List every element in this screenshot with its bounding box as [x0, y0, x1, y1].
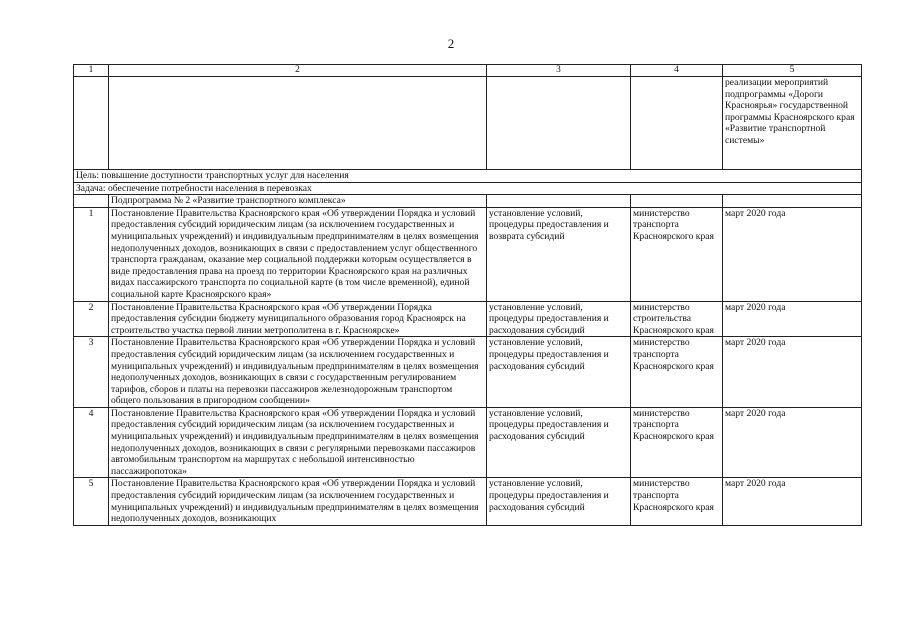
act-title: Постановление Правительства Красноярского края «Об утверждении Порядка предоставления субсидии бюджету муниципального образования город Красноярск на строительство участка первой линии метрополитена в г. Красноярске» — [109, 301, 487, 337]
table-cell — [631, 195, 723, 208]
row-number: 5 — [74, 478, 109, 525]
executor: министерство транспорта Красноярского края — [631, 407, 723, 478]
executor: министерство транспорта Красноярского края — [631, 207, 723, 301]
executor: министерство транспорта Красноярского края — [631, 478, 723, 525]
continuation-row — [74, 77, 862, 170]
table-row — [74, 478, 862, 525]
table-row — [74, 207, 862, 301]
header-cell: 4 — [631, 65, 723, 77]
table-cell — [631, 77, 723, 170]
act-content: установление условий, процедуры предоставления и расходования субсидий — [487, 337, 631, 408]
subprogram-title: Подпрограмма № 2 «Развитие транспортного комплекса» — [109, 195, 487, 208]
deadline: март 2020 года — [723, 207, 862, 301]
header-cell: 1 — [74, 65, 109, 77]
act-content: установление условий, процедуры предоставления и возврата субсидий — [487, 207, 631, 301]
executor: министерство транспорта Красноярского края — [631, 337, 723, 408]
act-title: Постановление Правительства Красноярского края «Об утверждении Порядка и условий предоставления субсидий юридическим лицам (за исключением государственных и муниципальных учреждений) и индивидуальным предпринимателям в целях возмещения недополученных доходов, возникающих в связи с предоставлением услуг общественного транспорта гражданам, оказание мер социальной поддержки которым осуществляется в виде предоставления права на проезд по территории Красноярского края на различных видах пассажирского транспорта по социальной карте (в том числе временной), единой социальной карте Красноярского края» — [109, 207, 487, 301]
table-row — [74, 337, 862, 408]
table-cell — [74, 195, 109, 208]
table-header-row — [74, 65, 862, 77]
goal-text: Цель: повышение доступности транспортных услуг для населения — [74, 170, 862, 183]
page-number: 2 — [447, 36, 455, 51]
header-cell: 2 — [109, 65, 487, 77]
table-cell — [74, 77, 109, 170]
task-row — [74, 182, 862, 195]
header-cell: 5 — [723, 65, 862, 77]
measures-table — [73, 64, 862, 526]
task-text: Задача: обеспечение потребности населения в перевозках — [74, 182, 862, 195]
table-cell — [487, 77, 631, 170]
subprogram-row — [74, 195, 862, 208]
table-row — [74, 301, 862, 337]
row-number: 3 — [74, 337, 109, 408]
deadline: март 2020 года — [723, 301, 862, 337]
row-number: 4 — [74, 407, 109, 478]
act-title: Постановление Правительства Красноярского края «Об утверждении Порядка и условий предоставления субсидий юридическим лицам (за исключением государственных и муниципальных учреждений) и индивидуальным предпринимателям в целях возмещения недополученных доходов, возникающих — [109, 478, 487, 525]
deadline: март 2020 года — [723, 337, 862, 408]
deadline-note: реализации мероприятий подпрограммы «Дороги Красноярья» государственной программы Красноярского края «Развитие транспортной системы» — [723, 77, 862, 170]
table-cell — [109, 77, 487, 170]
row-number: 2 — [74, 301, 109, 337]
executor: министерство строительства Красноярского края — [631, 301, 723, 337]
act-title: Постановление Правительства Красноярского края «Об утверждении Порядка и условий предоставления субсидий юридическим лицам (за исключением государственных и муниципальных учреждений) и индивидуальным предпринимателям в целях возмещения недополученных доходов, возникающих в связи с регулярными перевозками пассажиров автомобильным транспортом на маршрутах с небольшой интенсивностью пассажиропотока» — [109, 407, 487, 478]
table-cell — [723, 195, 862, 208]
deadline: март 2020 года — [723, 407, 862, 478]
act-content: установление условий, процедуры предоставления и расходования субсидий — [487, 478, 631, 525]
deadline: март 2020 года — [723, 478, 862, 525]
header-cell: 3 — [487, 65, 631, 77]
act-title: Постановление Правительства Красноярского края «Об утверждении Порядка и условий предоставления субсидий юридическим лицам (за исключением государственных и муниципальных учреждений) и индивидуальным предпринимателям в целях возмещения недополученных доходов, возникающих в связи с государственным регулированием тарифов, сборов и платы на перевозки пассажиров железнодорожным транспортом общего пользования в пригородном сообщении» — [109, 337, 487, 408]
act-content: установление условий, процедуры предоставления и расходования субсидий — [487, 407, 631, 478]
row-number: 1 — [74, 207, 109, 301]
act-content: установление условий, процедуры предоставления и расходования субсидий — [487, 301, 631, 337]
table-cell — [487, 195, 631, 208]
goal-row — [74, 170, 862, 183]
table-row — [74, 407, 862, 478]
